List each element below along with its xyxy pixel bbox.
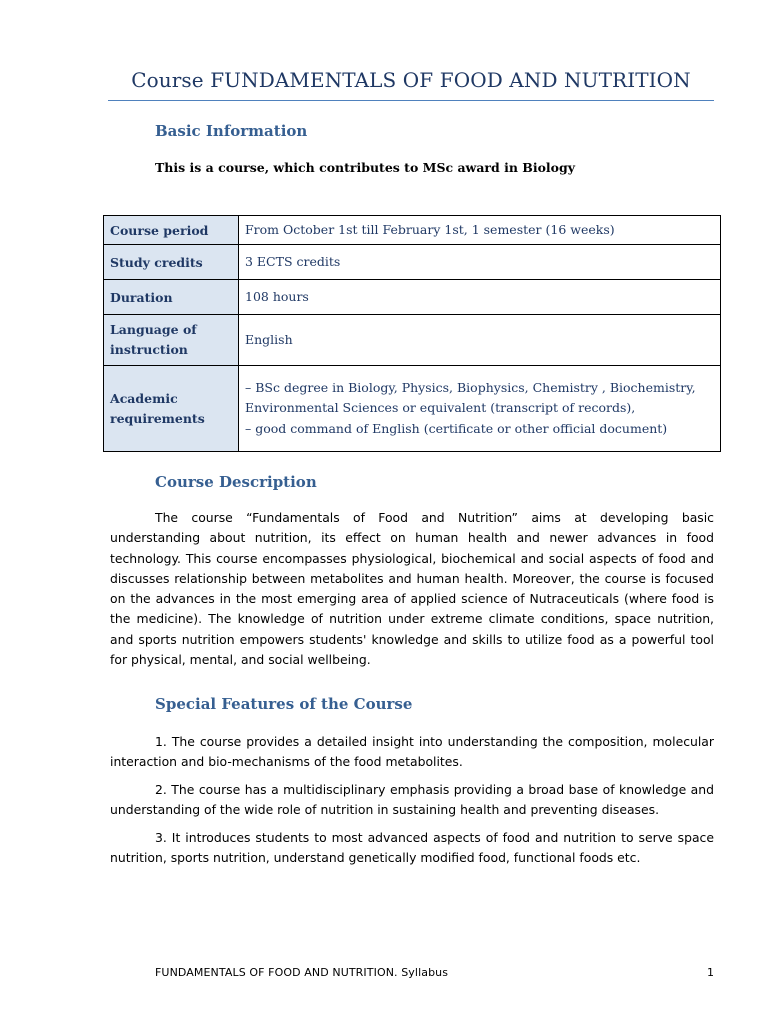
- language-label: Language of instruction: [104, 315, 239, 366]
- duration-label: Duration: [104, 280, 239, 315]
- special-features-heading: Special Features of the Course: [155, 695, 413, 713]
- table-row: [104, 216, 721, 245]
- requirement-item: – BSc degree in Biology, Physics, Biophysics, Chemistry , Biochemistry, Environmental Sciences or equivalent (transcript of records),: [245, 379, 696, 416]
- footer-text: FUNDAMENTALS OF FOOD AND NUTRITION. Syllabus: [155, 966, 449, 979]
- study-credits-value: 3 ECTS credits: [239, 245, 721, 280]
- table-row: [104, 315, 721, 366]
- basic-information-heading: Basic Information: [155, 122, 308, 140]
- feature-item: [110, 780, 714, 821]
- course-description-heading: Course Description: [155, 473, 317, 491]
- document-title: Course FUNDAMENTALS OF FOOD AND NUTRITION: [131, 68, 691, 92]
- academic-requirements-value: [239, 366, 721, 452]
- course-info-table: [103, 215, 721, 452]
- requirement-item: – good command of English (certificate or other official document): [245, 420, 668, 436]
- feature-item: [110, 732, 714, 773]
- course-description-text: [110, 508, 714, 670]
- title-underline: [108, 100, 714, 101]
- feature-text: 1. The course provides a detailed insight into understanding the composition, molecular interaction and bio-mechanisms of the food metabolites.: [110, 734, 714, 770]
- page-number: 1: [707, 966, 714, 979]
- course-period-value: From October 1st till February 1st, 1 semester (16 weeks): [239, 216, 721, 245]
- table-row: [104, 366, 721, 452]
- language-value: English: [239, 315, 721, 366]
- duration-value: 108 hours: [239, 280, 721, 315]
- study-credits-label: Study credits: [104, 245, 239, 280]
- basic-information-lead: This is a course, which contributes to MSc award in Biology: [155, 160, 576, 175]
- feature-item: [110, 828, 714, 869]
- table-row: [104, 280, 721, 315]
- table-row: [104, 245, 721, 280]
- feature-text: 3. It introduces students to most advanced aspects of food and nutrition to serve space nutrition, sports nutrition, understand genetically modified food, functional foods etc.: [110, 830, 714, 866]
- course-period-label: Course period: [104, 216, 239, 245]
- academic-requirements-label: Academic requirements: [104, 366, 239, 452]
- feature-text: 2. The course has a multidisciplinary emphasis providing a broad base of knowledge and understanding of the wide role of nutrition in sustaining health and preventing diseases.: [110, 782, 714, 818]
- course-description-body: The course “Fundamentals of Food and Nutrition” aims at developing basic understanding about nutrition, its effect on human health and newer advances in food technology. This course encompasses physiological, biochemical and social aspects of food and discusses relationship between metabolites and human health. Moreover, the course is focused on the advances in the most emerging area of applied science of Nutraceuticals (where food is the medicine). The knowledge of nutrition under extreme climate conditions, space nutrition, and sports nutrition empowers students' knowledge and skills to utilize food as a powerful tool for physical, mental, and social wellbeing.: [110, 510, 714, 668]
